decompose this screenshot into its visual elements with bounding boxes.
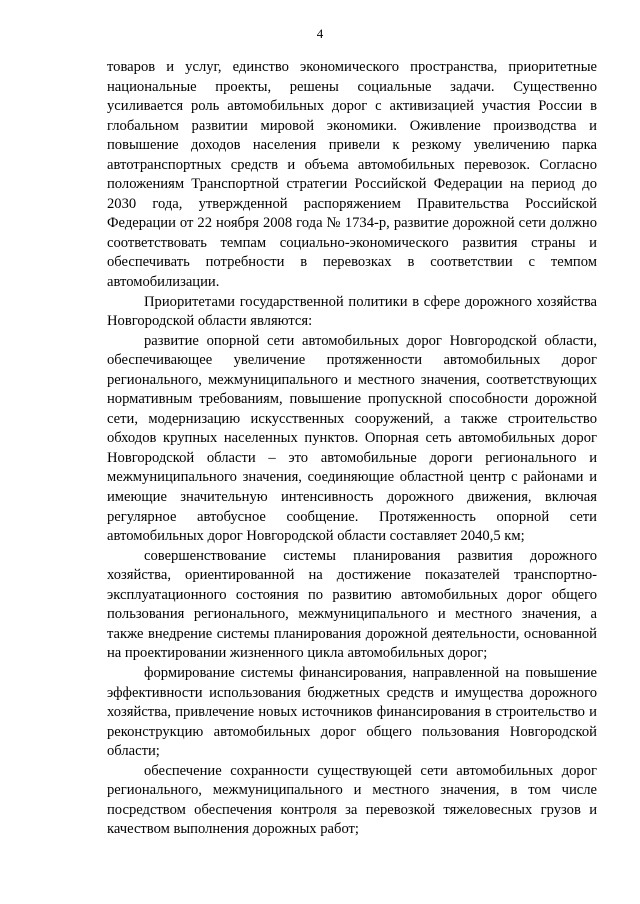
paragraph-priority-planning: совершенствование системы планирования развития дорожного хозяйства, ориентированной на достижение показателей транспортно-эксплуатационного состояния по развитию автомобильных дорог общего пользования регионального, межмуниципального и местного значения, а также внедрение системы планирования дорожной деятельности, основанной на проектировании жизненного цикла автомобильных дорог; (107, 547, 597, 662)
document-body (107, 58, 597, 840)
paragraph-priority-road-network: развитие опорной сети автомобильных дорог Новгородской области, обеспечивающее увеличение протяженности автомобильных дорог регионального, межмуниципального и местного значения, соответствующих нормативным требованиям, повышение пропускной способности дорожной сети, модернизацию искусственных сооружений, а также строительство обходов крупных населенных пунктов. Опорная сеть автомобильных дорог Новгородской области – это автомобильные дороги регионального и межмуниципального значения, соединяющие областной центр с районами и имеющие значительную интенсивность дорожного движения, включая регулярное автобусное сообщение. Протяженность опорной сети автомобильных дорог Новгородской области составляет 2040,5 км; (107, 332, 597, 545)
paragraph-priorities-heading: Приоритетами государственной политики в сфере дорожного хозяйства Новгородской области являются: (107, 293, 597, 330)
paragraph-intro: товаров и услуг, единство экономического пространства, приоритетные национальные проекты, решены социальные задачи. Существенно усиливается роль автомобильных дорог с активизацией участия России в глобальном развитии мировой экономики. Оживление производства и повышение доходов населения привели к резкому увеличению парка автотранспортных средств и объема автомобильных перевозок. Согласно положениям Транспортной стратегии Российской Федерации на период до 2030 года, утвержденной распоряжением Правительства Российской Федерации от 22 ноября 2008 года № 1734-р, развитие дорожной сети должно соответствовать темпам социально-экономического развития страны и обеспечивать потребности в перевозках в соответствии с темпом автомобилизации. (107, 59, 597, 291)
page-number: 4 (316, 26, 324, 41)
paragraph-priority-preservation: обеспечение сохранности существующей сети автомобильных дорог регионального, межмуниципального и местного значения, в том числе посредством обеспечения контроля за перевозкой тяжеловесных грузов и качеством выполнения дорожных работ; (107, 762, 597, 838)
paragraph-priority-financing: формирование системы финансирования, направленной на повышение эффективности использования бюджетных средств и имущества дорожного хозяйства, привлечение новых источников финансирования в строительство и реконструкцию автомобильных дорог общего пользования Новгородской области; (107, 664, 597, 760)
